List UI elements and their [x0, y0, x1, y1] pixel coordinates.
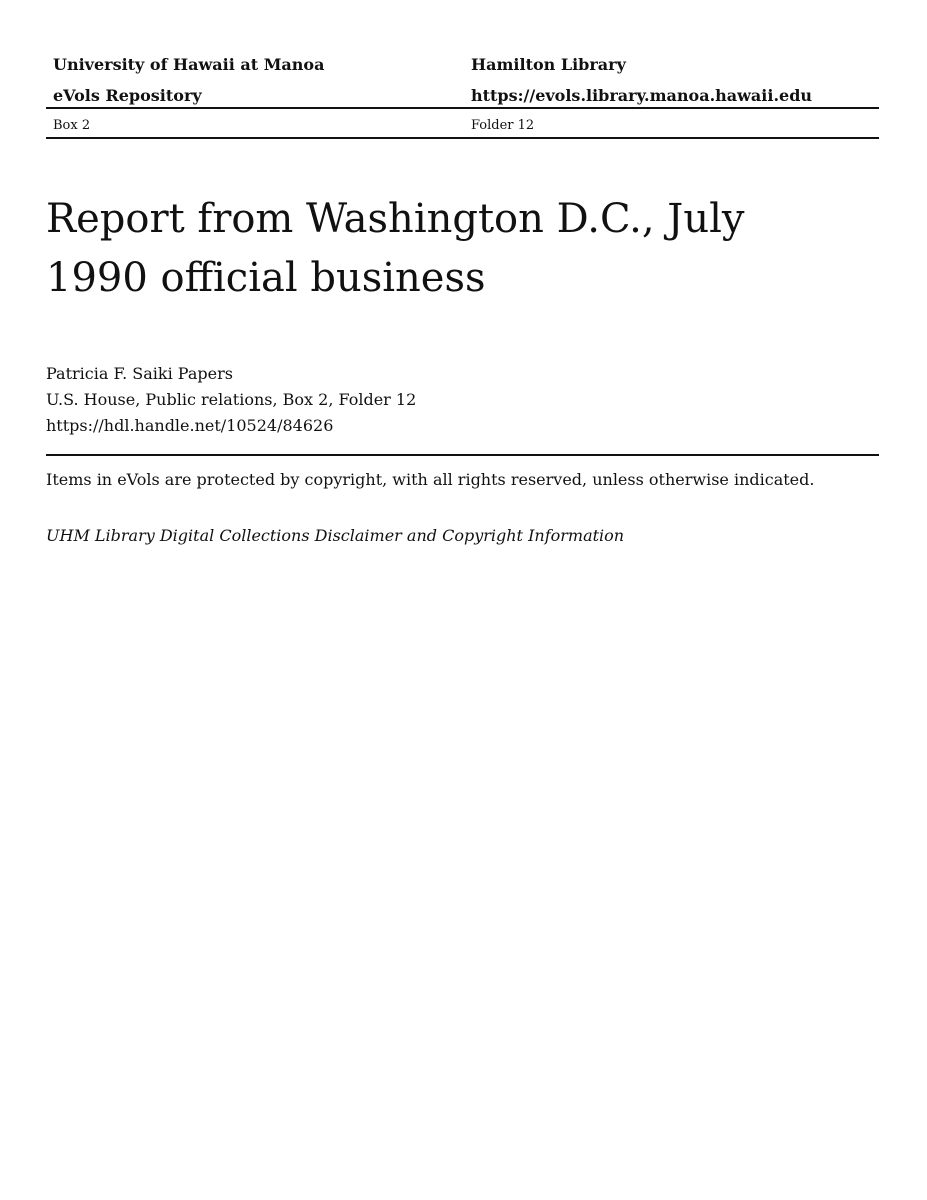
header-row-middle — [46, 86, 879, 106]
repository-name: eVols Repository — [53, 86, 202, 105]
document-title-line-2: 1990 official business — [46, 255, 486, 301]
header-row-location — [46, 118, 879, 134]
library-name: Hamilton Library — [471, 55, 626, 74]
series-location: U.S. House, Public relations, Box 2, Folder 12 — [46, 390, 417, 409]
institution-name: University of Hawaii at Manoa — [53, 55, 325, 74]
document-title-line-1: Report from Washington D.C., July — [46, 196, 745, 242]
footer-divider — [46, 454, 879, 456]
repository-url-link[interactable]: https://evols.library.manoa.hawaii.edu — [471, 86, 813, 105]
disclaimer-link[interactable]: UHM Library Digital Collections Disclaimer and Copyright Information — [46, 526, 625, 545]
box-label: Box 2 — [53, 118, 91, 133]
rights-statement: Items in eVols are protected by copyright, with all rights reserved, unless otherwise indicated. — [46, 470, 815, 489]
header-divider-top — [46, 107, 879, 109]
header-row-top — [46, 55, 879, 75]
document-metadata — [46, 361, 416, 439]
collection-name: Patricia F. Saiki Papers — [46, 364, 233, 383]
handle-url-link[interactable]: https://hdl.handle.net/10524/84626 — [46, 416, 334, 435]
document-title — [46, 190, 766, 308]
header-divider-bottom — [46, 137, 879, 139]
folder-label: Folder 12 — [471, 118, 535, 133]
